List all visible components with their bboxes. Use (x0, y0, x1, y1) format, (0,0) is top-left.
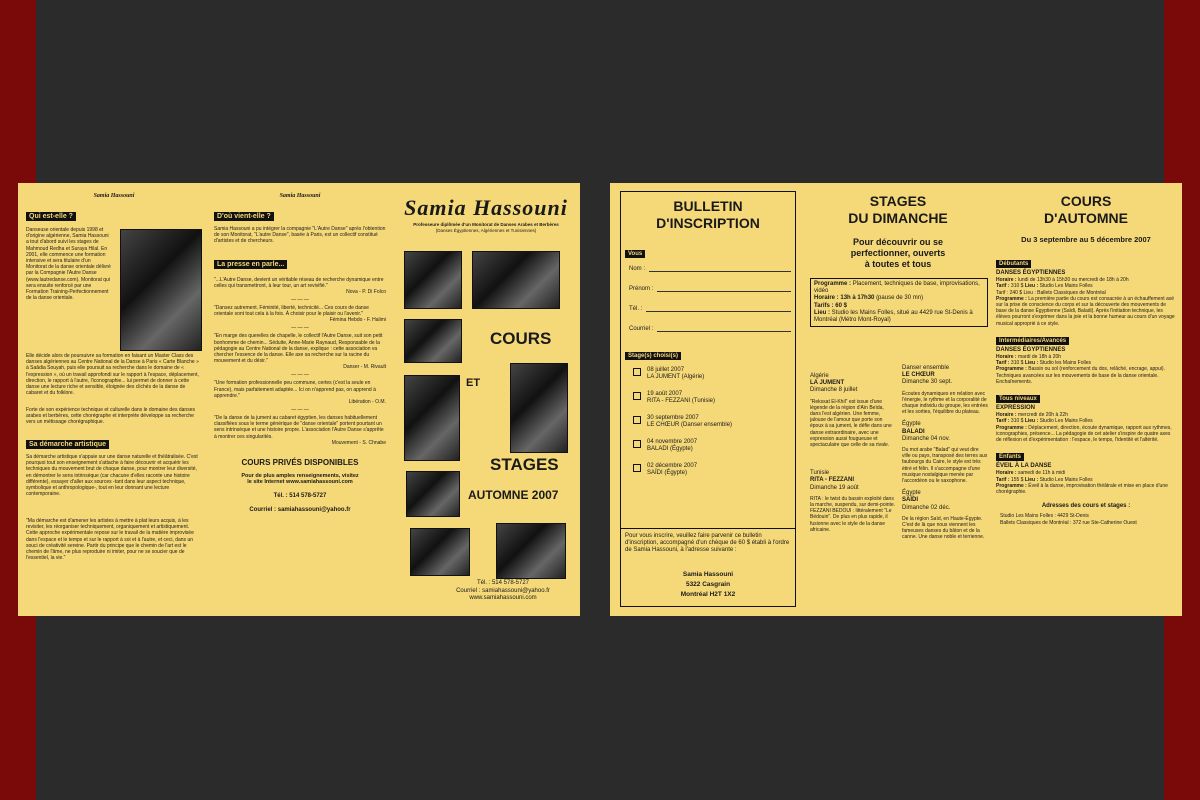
checkbox[interactable] (633, 392, 641, 400)
form-instructions: Pour vous inscrire, veuillez faire parvenir ce bulletin d'inscription, accompagné d'un chèque de 60 $ établi à l'ordre de Samia Hassouni, à l'adresse suivante : (621, 528, 795, 555)
quote-text: "Dansez autrement. Féminité, liberté, technicité... Ces cours de danse orientale sont tout cela à la fois. À choisir pour le plaisir ou l'avenir." (214, 305, 369, 318)
column-autumn-courses (994, 183, 1178, 616)
column-about (26, 183, 202, 616)
registration-form (620, 191, 796, 607)
heading-qui-est-elle: Qui est-elle ? (26, 212, 76, 221)
email-address: Courriel : samiahassouni@yahoo.fr (249, 506, 351, 513)
press-quote (214, 277, 386, 295)
cover-cours: COURS (490, 329, 552, 348)
dancer-photo (120, 229, 202, 351)
mailing-address: Samia Hassouni 5322 Casgrain Montréal H2T 1X2 (680, 571, 736, 598)
stage-option[interactable]: 19 août 2007 RITA - FEZZANI (Tunisie) (633, 391, 791, 405)
workshops-right (902, 365, 988, 541)
field-courriel[interactable]: Courriel : (629, 326, 791, 332)
course-level: Enfants ÉVEIL À LA DANSE Horaire : samedi de 11h à midi Tarif : 155 $ Lieu : Studio Les Mains Folles Programme : Éveil à la danse, improvisation théâtrale et mise en place d'une chorégraphie. (996, 454, 1168, 496)
cover-photo-6 (406, 471, 460, 517)
quote-author: Danser - M. Rivault (343, 364, 386, 371)
demarche-paragraph-2: "Ma démarche est d'amener les artistes à mettre à plat leurs acquis, à les revisiter, les réorganiser techniquement, organiquement et artistiquement. Cette approche expérimentale repose sur le travail de la matière improvisée dans l'espace et le temps et sur le rapport à soi et à l'autre, et ceci, dans un souci de créativité sereine. Partir du principe que le chemin de l'art est le chemin de l'âme, ne plus reproduire ni imiter, pour ne se soucier que de l'essentiel, la vie." (26, 518, 194, 562)
stages-info-box: Programme : Placement, techniques de base, improvisations, vidéo Horaire : 13h à 17h30 (pause de 30 mn) Tarifs : 60 $ Lieu : Studio les Mains Folles, situé au 4429 rue St-Denis à Montréal (Métro Mont-Royal) (810, 278, 988, 327)
private-lessons-heading: COURS PRIVÉS DISPONIBLES (241, 457, 359, 467)
quote-separator: — — — (291, 407, 309, 414)
press-quote (214, 380, 386, 405)
stages-title-1: STAGES (869, 193, 927, 209)
intro-text: Danseuse orientale depuis 1998 et d'origine algérienne, Samia Hassouni a tout d'abord suivi les stages de Mahmoud Redha et Suraya Hilal. En 2001, elle commence une formation intensive et sera titulaire d'un Monitorat de la danse orientale délivré par la Compagnie l'Autre Danse (www.lautredanse.com). Monitorat qui sera ensuite renforcé par une Formation Training-Perfectionnement de la danse orientale. (26, 227, 111, 302)
brand-logo-small: Samia Hassouni (93, 193, 135, 199)
column-sunday-workshops (806, 183, 990, 616)
stages-subtitle-2: perfectionner, ouverts (850, 248, 946, 258)
stages-title-2: DU DIMANCHE (848, 210, 948, 226)
heading-dou-vient-elle: D'où vient-elle ? (214, 212, 274, 221)
tagline: Professeure diplômée d'un Monitorat de Danses Arabes et Berbères (413, 222, 559, 227)
brand-logo-large: Samia Hassouni (404, 195, 568, 220)
field-nom[interactable]: Nom : (629, 266, 791, 272)
quote-text: "...L'Autre Danse, devient un véritable réseau de recherche dynamique entre celles qui transmettront, à leur tour, un art revivifié." (214, 276, 384, 289)
quote-separator: — — — (291, 297, 309, 304)
workshop-item: Danser ensemble LE CHŒUR Dimanche 30 sept. Écoutes dynamiques en relation avec l'énergie, le rythme et la corporalité de chaque individu du groupe, les entrées et les sorties, l'équilibre du plateau. (902, 365, 988, 416)
heading-demarche: Sa démarche artistique (26, 440, 109, 449)
brochure-inner-side (610, 183, 1182, 616)
stages-subtitle-1: Pour découvrir ou se (852, 237, 944, 247)
cover-email: Courriel : samiahassouni@yahoo.fr (456, 587, 550, 594)
cover-automne: AUTOMNE 2007 (468, 488, 559, 502)
brochure-outer-side (18, 183, 580, 616)
stages-subtitle-3: à toutes et tous (864, 259, 932, 269)
cover-photo-5 (510, 363, 568, 453)
course-level: Débutants DANSES ÉGYPTIENNES Horaire : lundi de 13h30 à 15h30 ou mercredi de 18h à 20h Tarif : 310 $ Lieu : Studio Les Mains Folles Tarif : 240 $ Lieu : Ballets Classiques de Montréal Programme : La première partie du cours est consacrée à un échauffement axé sur la prise de conscience du corps et sur la découverte des mouvements de base de la danse Égyptienne (Saïdi, Baladi). Après l'initiation technique, les élèves pourront s'exprimer dans la joie et la bonne humeur au cours d'un voyage musical approprié à ce style. (996, 261, 1175, 327)
address-1: Studio Les Mains Folles : 4429 St-Denis (1000, 513, 1089, 520)
checkbox[interactable] (633, 440, 641, 448)
address-2: Ballets Classiques de Montréal : 372 rue Ste-Catherine Ouest (1000, 519, 1137, 526)
cover-website: www.samiahassouni.com (469, 595, 537, 601)
addresses-title: Adresses des cours et stages : (1041, 503, 1131, 510)
field-tel[interactable]: Tél. : (629, 306, 791, 312)
checkbox[interactable] (633, 416, 641, 424)
phone-number: Tél. : 514 578-5727 (273, 492, 327, 499)
cover-photo-3 (404, 319, 462, 363)
cover-contact (438, 580, 568, 603)
cover-photo-4 (404, 375, 460, 461)
quote-author: Mouvement - S. Chnabe (331, 439, 386, 446)
cours-dates: Du 3 septembre au 5 décembre 2007 (1021, 235, 1151, 244)
cours-title-1: COURS (1060, 193, 1112, 209)
quote-text: "Une formation professionnelle peu commune, certes (c'est la seule en France), mais parfaitement adaptée... Ici on n'apprend pas, on apprend à apprendre." (214, 380, 376, 399)
stage-option[interactable]: 02 décembre 2007 SAÏDI (Égypte) (633, 463, 791, 477)
checkbox[interactable] (633, 464, 641, 472)
cover-stages: STAGES (490, 455, 559, 474)
cover-phone: Tél. : 514 578-5727 (476, 580, 530, 586)
quote-separator: — — — (291, 325, 309, 332)
field-prenom[interactable]: Prénom : (629, 286, 791, 292)
press-quote (214, 415, 386, 446)
bio-paragraph-2: Forte de son expérience technique et culturelle dans le domaine des danses arabes et berbères, cette chorégraphe et interprète développe sa recherche vers un métissage chorégraphique. (26, 407, 195, 426)
origins-text: Samia Hassouni a pu intégrer la compagnie "L'Autre Danse" après l'obtention de son Monitorat, "L'autre Danse", basée à Paris, est un collectif constitué d'artistes et de chercheurs. (214, 226, 386, 245)
quote-author: Libération - O.M. (348, 399, 386, 406)
workshop-item: Égypte BALADI Dimanche 04 nov. Du mot arabe "Balad" qui veut dire ville ou pays, transposé des terres aux faubourgs du Caire, le style est très étiré et félin. Il s'accompagne d'une musique nostalgique menée par l'accordéon ou le saxophone. (902, 421, 988, 485)
brand-logo-small-2: Samia Hassouni (279, 193, 321, 199)
label-vous: Vous (625, 250, 645, 258)
checkbox[interactable] (633, 368, 641, 376)
form-title-2: D'INSCRIPTION (656, 215, 760, 231)
quote-separator: — — — (291, 372, 309, 379)
info-line-2: le site Internet www.samiahassouni.com (247, 478, 353, 485)
column-cover (398, 183, 574, 616)
course-level: Intermédiaires/Avancés DANSES ÉGYPTIENNES Horaire : mardi de 18h à 20h Tarif : 310 $ Lieu : Studio les Mains Folles Programme : Bassin ou sol (renforcement du dos, relâché, encrage, appui). Techniques avancées sur les mouvements de base de la danse orientale. Enchaînements. (996, 337, 1165, 385)
form-title-1: BULLETIN (673, 198, 743, 214)
cours-title-2: D'AUTOMNE (1044, 210, 1128, 226)
label-stages-choisis: Stage(s) choisi(s) (625, 352, 681, 360)
quote-text: "En marge des querelles de chapelle, le collectif l'Autre Danse, suit son petit bonhomme de chemin... Séduite, Anne-Marie Raynaud, Responsable de la pédagogie au Centre National de la danse, explique : cette association va chercher l'essence de la danse. Elle axe sa recherche sur la racine du mouvement et du désir." (214, 333, 383, 365)
cover-photo-2 (472, 251, 560, 309)
cover-et: ET (466, 377, 481, 389)
course-level: Tous niveaux EXPRESSION Horaire : mercredi de 20h à 22h Tarif : 310 $ Lieu : Studio Les Mains Folles Programme : Déplacement, direction, écoute dynamique, rapport aux rythmes, iconographies, présence... La pédagogie de cet atelier s'inspire de quatre axes de réflexion et d'expérimentation : l'espace, le temps, l'identité et l'altérité. (996, 396, 1172, 444)
column-origins-press (214, 183, 386, 616)
stage-option[interactable]: 04 novembre 2007 BALADI (Égypte) (633, 439, 791, 453)
quote-author: Fémina Hebdo - F. Halimi (329, 317, 386, 324)
stage-option[interactable]: 30 septembre 2007 LE CHŒUR (Danser ensemble) (633, 415, 791, 429)
tagline-sub: (Danses Égyptiennes, Algériennes et Tunisiennes) (435, 227, 537, 233)
workshops-left (810, 373, 896, 533)
press-quote (214, 333, 386, 370)
stage-option[interactable]: 08 juillet 2007 LA JUMENT (Algérie) (633, 367, 791, 381)
cover-photo-7 (410, 528, 470, 576)
info-line-1: Pour de plus amples renseignements, visitez (241, 472, 359, 479)
workshop-item: Tunisie RITA - FEZZANI Dimanche 19 août RITA : le twist du bassin exploité dans la marche, suspendu, sur demi-pointe. FEZZANI BEDOUI : littéralement "Le Bédouin". De plus en plus rapide, il fusionne avec le style de la danse africaine. (810, 470, 896, 533)
quote-text: "De la danse de la jument au cabaret égyptien, les danses habituellement classifiées sous le terme générique de "danse orientale" portent pourtant un sens intrinsèque et une histoire propre. L'association l'Autre Danse s'apprête à montrer ces singularités. (214, 415, 384, 440)
cover-photo-8 (496, 523, 566, 579)
demarche-paragraph-1: Sa démarche artistique s'appuie sur une danse naturelle et théâtralisée. C'est pourquoi tout son enseignement s'attache à faire découvrir et acquérir les techniques du mouvement brut de chaque danse, pour montrer leur diversité, en démontrer le sens intrinsèque (car chacune d'elles raconte une histoire différente), essayer d'aller aux sources -tant dans leur aspect technique, symbolique et anthropologique-, tout en leur donnant une lecture contemporaine. (26, 454, 198, 498)
bio-paragraph-1: Elle décide alors de poursuivre sa formation en faisant un Master Class des danses algériennes au Centre National de la Danse à Paris « Carte Blanche » à Saâdia Souyah, puis elle poursuit sa recherche dans le domaine de « l'expression », où un travail approfondi sur le rapport à l'espace, déplacement, direction, le rapport à l'autre, l'iconographie... lui permet de donner à cette danse une lecture riche et sensible, éloignée des clichés de la danse de cabaret et du folklore. (26, 353, 199, 397)
cover-photo-1 (404, 251, 462, 309)
workshop-item: Algérie LA JUMENT Dimanche 8 juillet "Rekssat El-Khil" est issue d'une légende de la région d'Aïn Beïda, dans l'est algérien. Une femme, jalouse de l'amour que porte son époux à sa jument, le défie dans une danse extraordinaire, avec une expression aussi fougueuse et spectaculaire que celle de sa rivale. (810, 373, 892, 449)
press-quote (214, 305, 386, 323)
heading-presse: La presse en parle... (214, 260, 287, 269)
quote-author: Nova - P. Di Folco (346, 289, 386, 296)
workshop-item: Égypte SAÏDI Dimanche 02 déc. De la région Saïd, en Haute-Égypte. C'est de là que nous viennent les fameuses danses du bâton et de la canne. Une danse noble et terrienne. (902, 490, 985, 541)
